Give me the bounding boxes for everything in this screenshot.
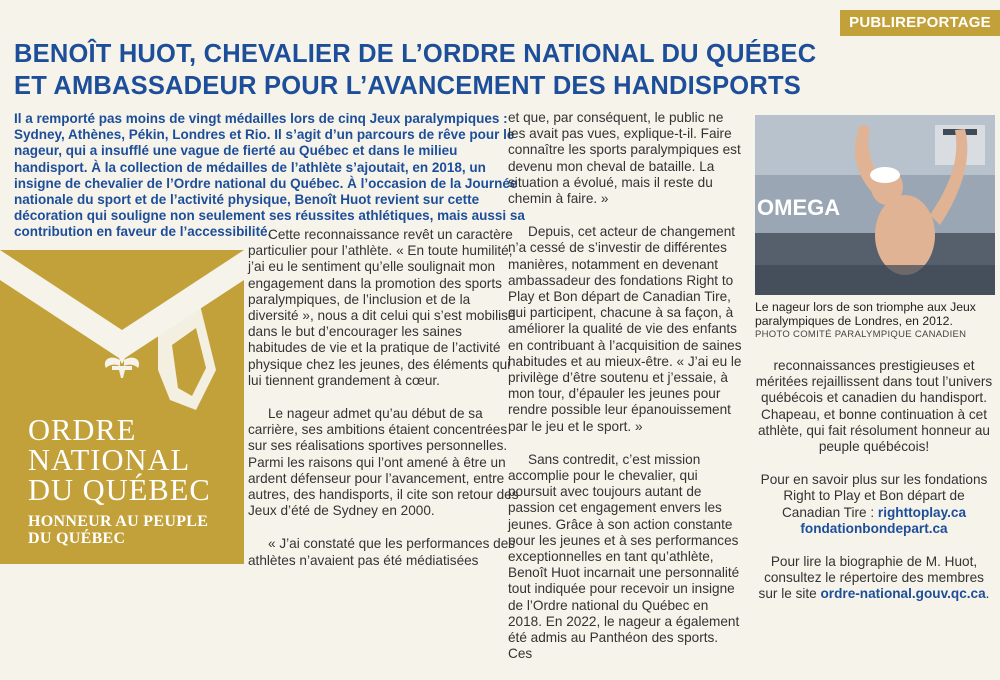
publireportage-badge: PUBLIREPORTAGE — [840, 10, 1000, 36]
ordre-national-logo — [0, 250, 244, 564]
col3-p3-end: . — [985, 586, 990, 602]
col2-paragraph-1: et que, par conséquent, le public ne les avait pas vues, explique-t-il. Faire connaître les sports paralympiques est devenu mon cheval de bataille. La situation a évolué, mais il reste du chemin à faire. » — [508, 110, 741, 207]
logo-tagline-1: HONNEUR AU PEUPLE — [28, 513, 209, 530]
col3-paragraph-1: reconnaissances prestigieuses et méritées rejaillissent dans tout l’univers québécois et canadien du handisport. Chapeau, et bonne continuation à cet athlète, qui fait résolument honneur au peuple québécois! — [755, 358, 993, 455]
ordre-national-link[interactable]: ordre-national.gouv.qc.ca — [820, 586, 986, 602]
article-title — [14, 38, 854, 102]
swimmer-photo — [755, 115, 995, 295]
col1-paragraph-1: Cette reconnaissance revêt un caractère particulier pour l’athlète. « En toute humilité, j’ai eu le sentiment qu’elle soulignait mon engagement dans la promotion des sports paralympiques, de l’inclusion et de la diversité », nous a dit celui qui s’est mobilisé dans le but d’encourager les saines habitudes de vie et la pratique de l’activité physique chez les jeunes, des éléments qui lui tiennent grandement à cœur. — [248, 227, 516, 388]
col2-paragraph-2: Depuis, cet acteur de changement n’a cessé de s’investir de différentes manières, notamment en devenant ambassadeur des fondations Right to Play et Bon départ de Canadian Tire, qui participent, chacune à sa façon, à améliorer la qualité de vie des enfants en contribuant à l’acquisition de saines habitudes et au mieux-être. « J’ai eu le privilège d’être soutenu et j’essaie, à mon tour, d’épauler les jeunes pour rendre possible leur épanouissement par le jeu et le sport. » — [508, 224, 742, 434]
col3-paragraph-2 — [755, 472, 993, 537]
logo-wordmark — [28, 415, 211, 547]
column-2 — [508, 110, 744, 680]
caption-text: Le nageur lors de son triomphe aux Jeux paralympiques de Londres, en 2012. — [755, 300, 976, 328]
photo-caption — [755, 300, 995, 342]
righttoplay-link[interactable]: righttoplay.ca — [877, 504, 967, 520]
title-line-1: BENOÎT HUOT, CHEVALIER DE L’ORDRE NATIONAL DU QUÉBEC — [14, 40, 817, 68]
col3-p3-text: Pour lire la biographie de M. Huot, consultez le répertoire des membres sur le site — [758, 554, 984, 602]
logo-tagline-2: DU QUÉBEC — [28, 530, 126, 547]
col1-paragraph-2: Le nageur admet qu’au début de sa carrière, ses ambitions étaient concentrées sur ses réalisations sportives personnelles. Parmi les raisons qui l’ont amené à être un ardent défenseur pour l’avancement, entre autres, des handisports, il cite son retour des Jeux d’été de Sydney en 2000. — [248, 406, 519, 519]
title-line-2: ET AMBASSADEUR POUR L’AVANCEMENT DES HANDISPORTS — [14, 72, 801, 100]
column-1 — [248, 227, 520, 586]
column-3 — [755, 358, 993, 620]
col1-paragraph-3: « J’ai constaté que les performances des athlètes n’avaient pas été médiatisées — [248, 536, 516, 568]
swimmer-photo-illustration — [755, 115, 995, 295]
col2-paragraph-3: Sans contredit, c’est mission accomplie pour le chevalier, qui poursuit avec toujours autant de passion cet engagement envers les jeunes. Grâce à son action constante pour les jeunes et à ses performances exceptionnelles en tant qu’athlète, Benoît Huot incarnait une personnalité tout indiquée pour recevoir un insigne de l’Ordre national du Québec en 2018. En 2022, le nageur a également été admis au Panthéon des sports. Ces — [508, 451, 740, 662]
logo-line-1: ORDRE — [28, 413, 137, 447]
logo-line-2: NATIONAL — [28, 443, 191, 477]
col3-paragraph-3 — [755, 554, 993, 603]
col3-p2-text: Pour en savoir plus sur les fondations Right to Play et Bon départ de Canadian Tire : — [760, 472, 988, 520]
logo-line-3: DU QUÉBEC — [28, 473, 211, 507]
fondationbondepart-link[interactable]: fondationbondepart.ca — [800, 520, 948, 536]
article-intro: Il a remporté pas moins de vingt médailles lors de cinq Jeux paralympiques : Sydney, Athènes, Pékin, Londres et Rio. Il s’agit d’un parcours de rêve pour le nageur, qui a insufflé une vague de fierté au Québec et dans le milieu handisport. À la collection de médailles de l’athlète s’ajoutait, en 2018, un insigne de chevalier de l’Ordre national du Québec. À l’occasion de la Journée nationale du sport et de l’activité physique, Benoît Huot revient sur cette décoration qui souligne non seulement ses réussites athlétiques, mais aussi sa contribution en faveur de l’accessibilité. — [14, 111, 525, 240]
omega-sign-text: OMEGA — [757, 195, 841, 220]
logo-tagline — [28, 513, 211, 547]
photo-credit: PHOTO COMITÉ PARALYMPIQUE CANADIEN — [755, 329, 967, 340]
